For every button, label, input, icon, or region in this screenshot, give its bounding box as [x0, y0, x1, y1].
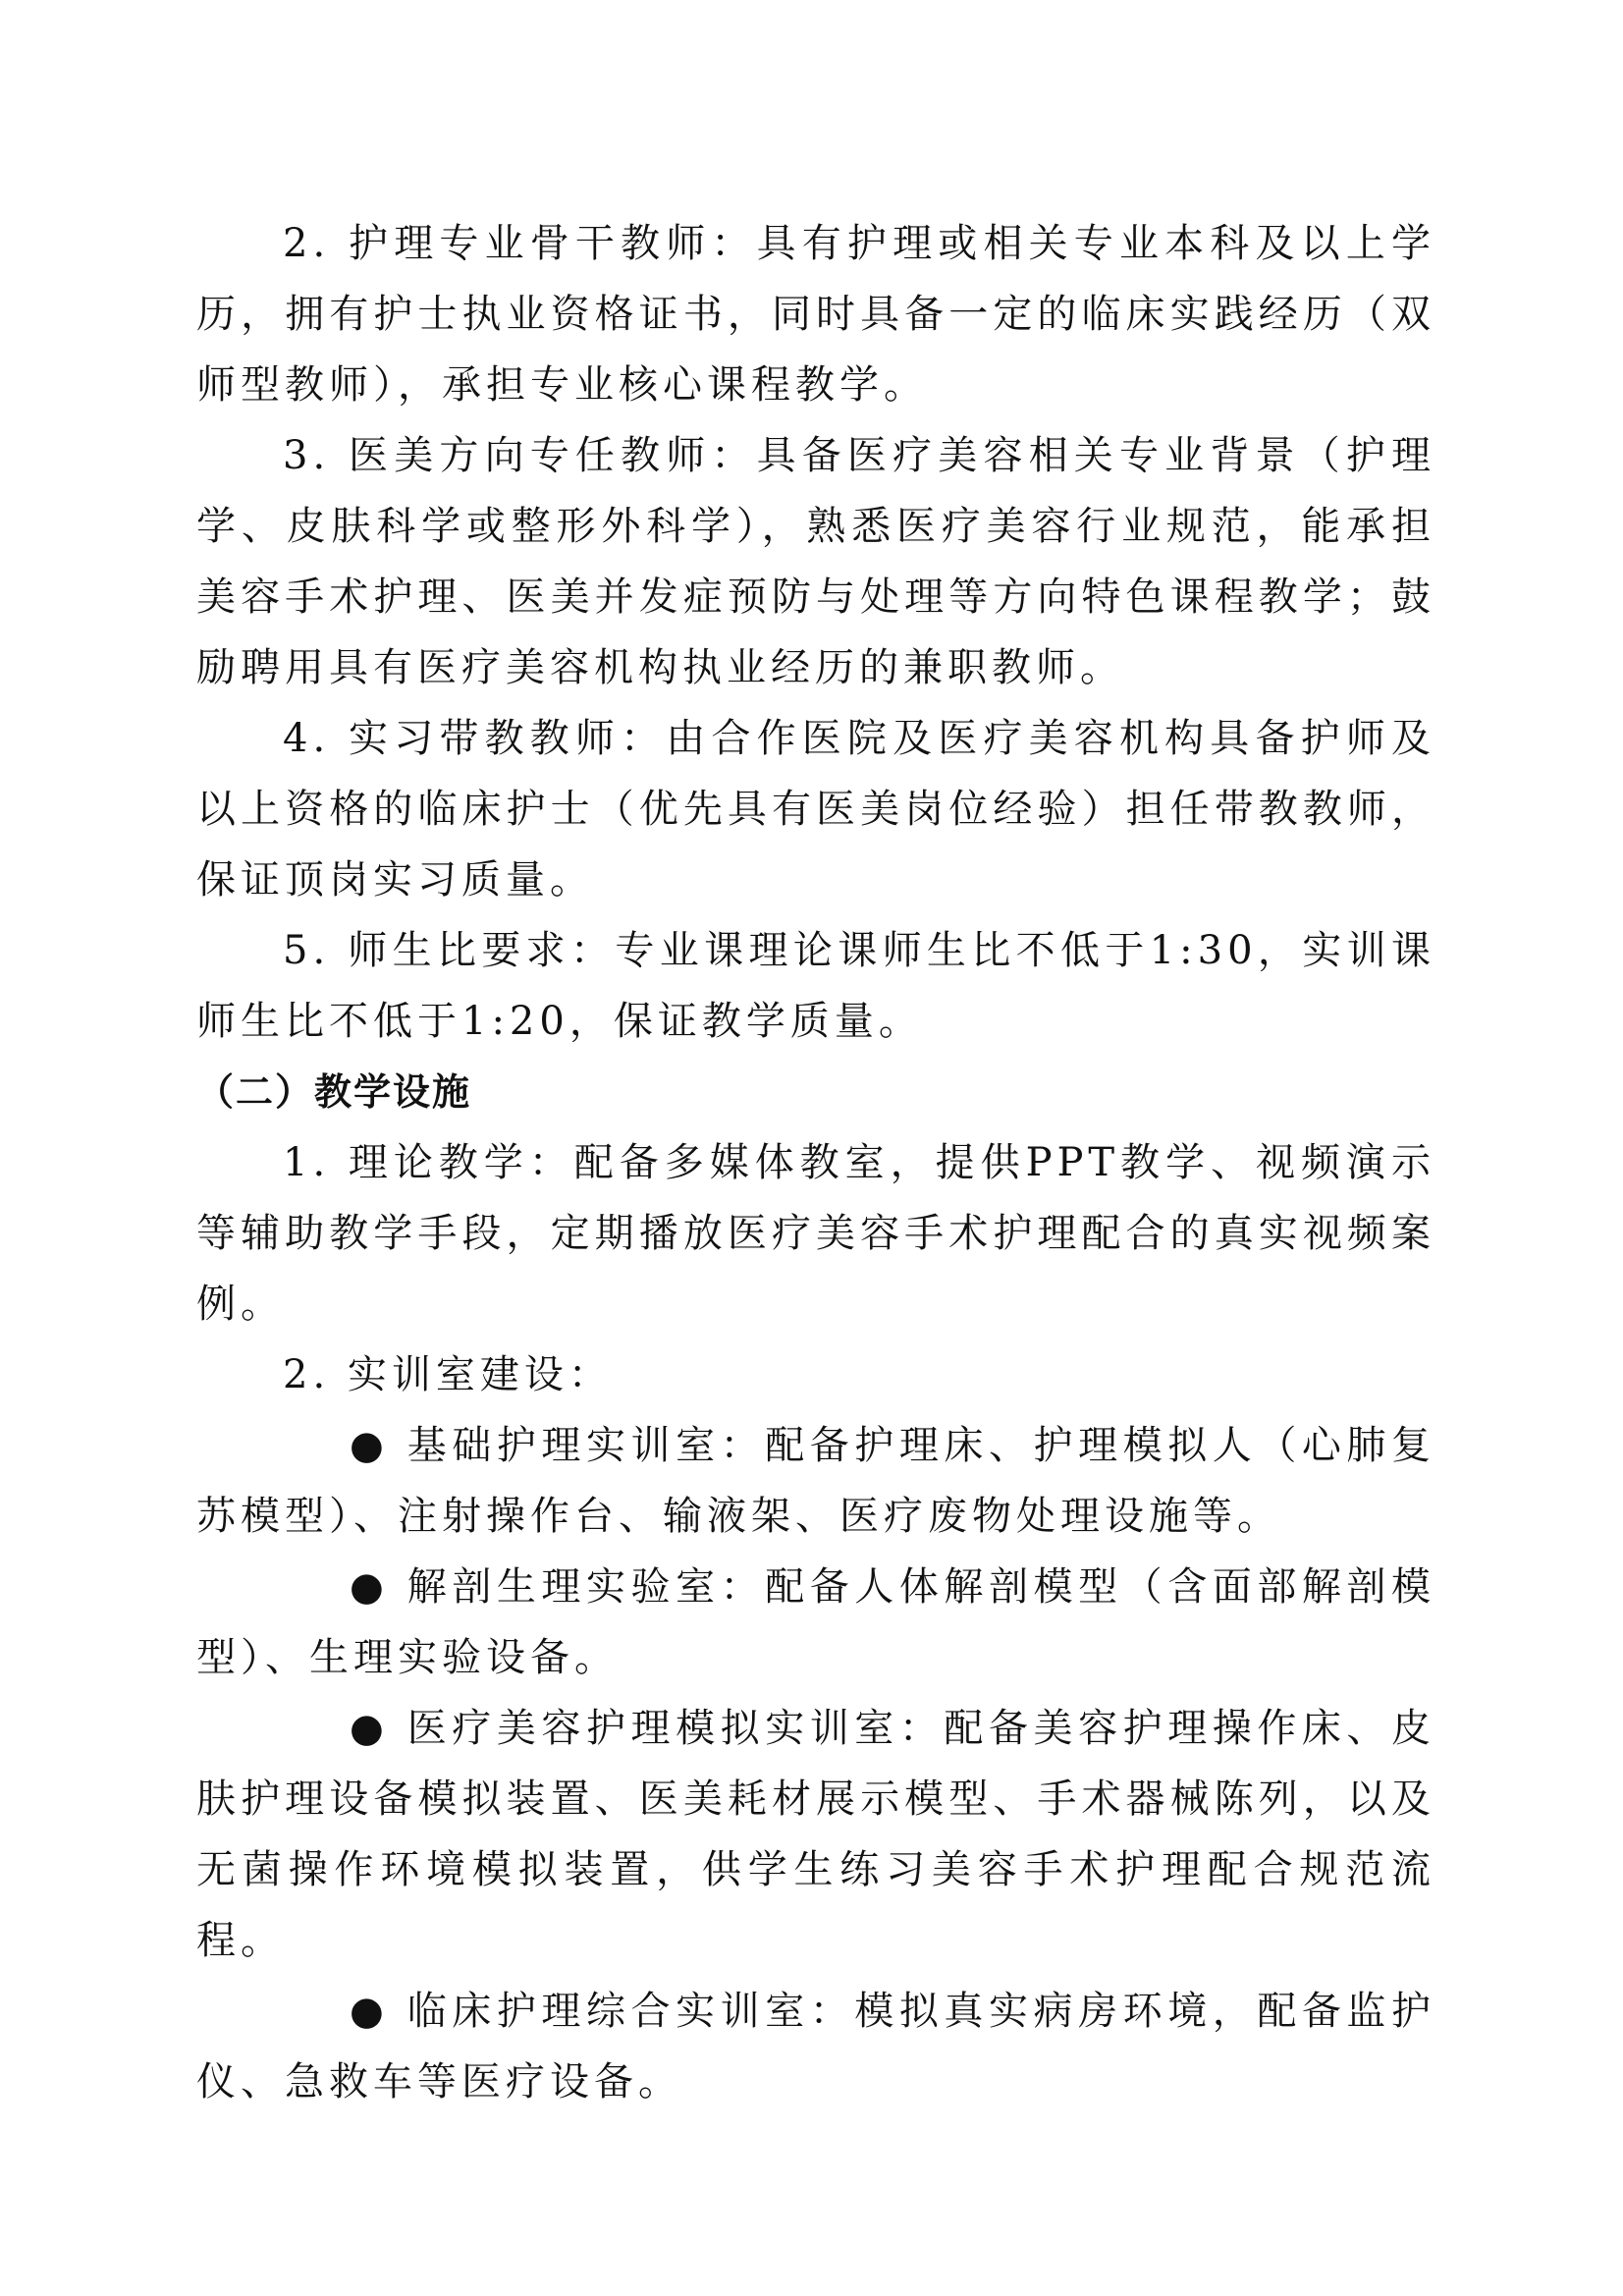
- bullet-aesthetic-nursing-room: ● 医疗美容护理模拟实训室：配备美容护理操作床、皮肤护理设备模拟装置、医美耗材展示模型、手术器械陈列，以及无菌操作环境模拟装置，供学生练习美容手术护理配合规范流程。: [196, 1706, 1435, 1963]
- section-heading-teaching-facilities: （二）教学设施: [196, 1070, 472, 1114]
- bullet-anatomy-physiology-lab: ● 解剖生理实验室：配备人体解剖模型（含面部解剖模型）、生理实验设备。: [196, 1564, 1435, 1680]
- document-page: [196, 208, 1435, 2117]
- paragraph-internship-teachers: 4. 实习带教教师：由合作医院及医疗美容机构具备护师及以上资格的临床护士（优先具有医美岗位经验）担任带教教师，保证顶岗实习质量。: [196, 716, 1435, 902]
- bullet-basic-nursing-room: ● 基础护理实训室：配备护理床、护理模拟人（心肺复苏模型）、注射操作台、输液架、医疗废物处理设施等。: [196, 1423, 1435, 1539]
- bullet-clinical-nursing-room: ● 临床护理综合实训室：模拟真实病房环境，配备监护仪、急救车等医疗设备。: [196, 1989, 1435, 2105]
- paragraph-theory-teaching: 1. 理论教学：配备多媒体教室，提供PPT教学、视频演示等辅助教学手段，定期播放医疗美容手术护理配合的真实视频案例。: [196, 1140, 1435, 1327]
- paragraph-aesthetic-teachers: 3. 医美方向专任教师：具备医疗美容相关专业背景（护理学、皮肤科学或整形外科学），熟悉医疗美容行业规范，能承担美容手术护理、医美并发症预防与处理等方向特色课程教学；鼓励聘用具有医疗美容机构执业经历的兼职教师。: [196, 433, 1435, 690]
- paragraph-backbone-teachers: 2. 护理专业骨干教师：具有护理或相关专业本科及以上学历，拥有护士执业资格证书，同时具备一定的临床实践经历（双师型教师），承担专业核心课程教学。: [196, 221, 1435, 408]
- paragraph-training-room-construction: 2. 实训室建设：: [283, 1352, 613, 1397]
- paragraph-teacher-student-ratio: 5. 师生比要求：专业课理论课师生比不低于1:30，实训课师生比不低于1:20，保证教学质量。: [196, 928, 1435, 1044]
